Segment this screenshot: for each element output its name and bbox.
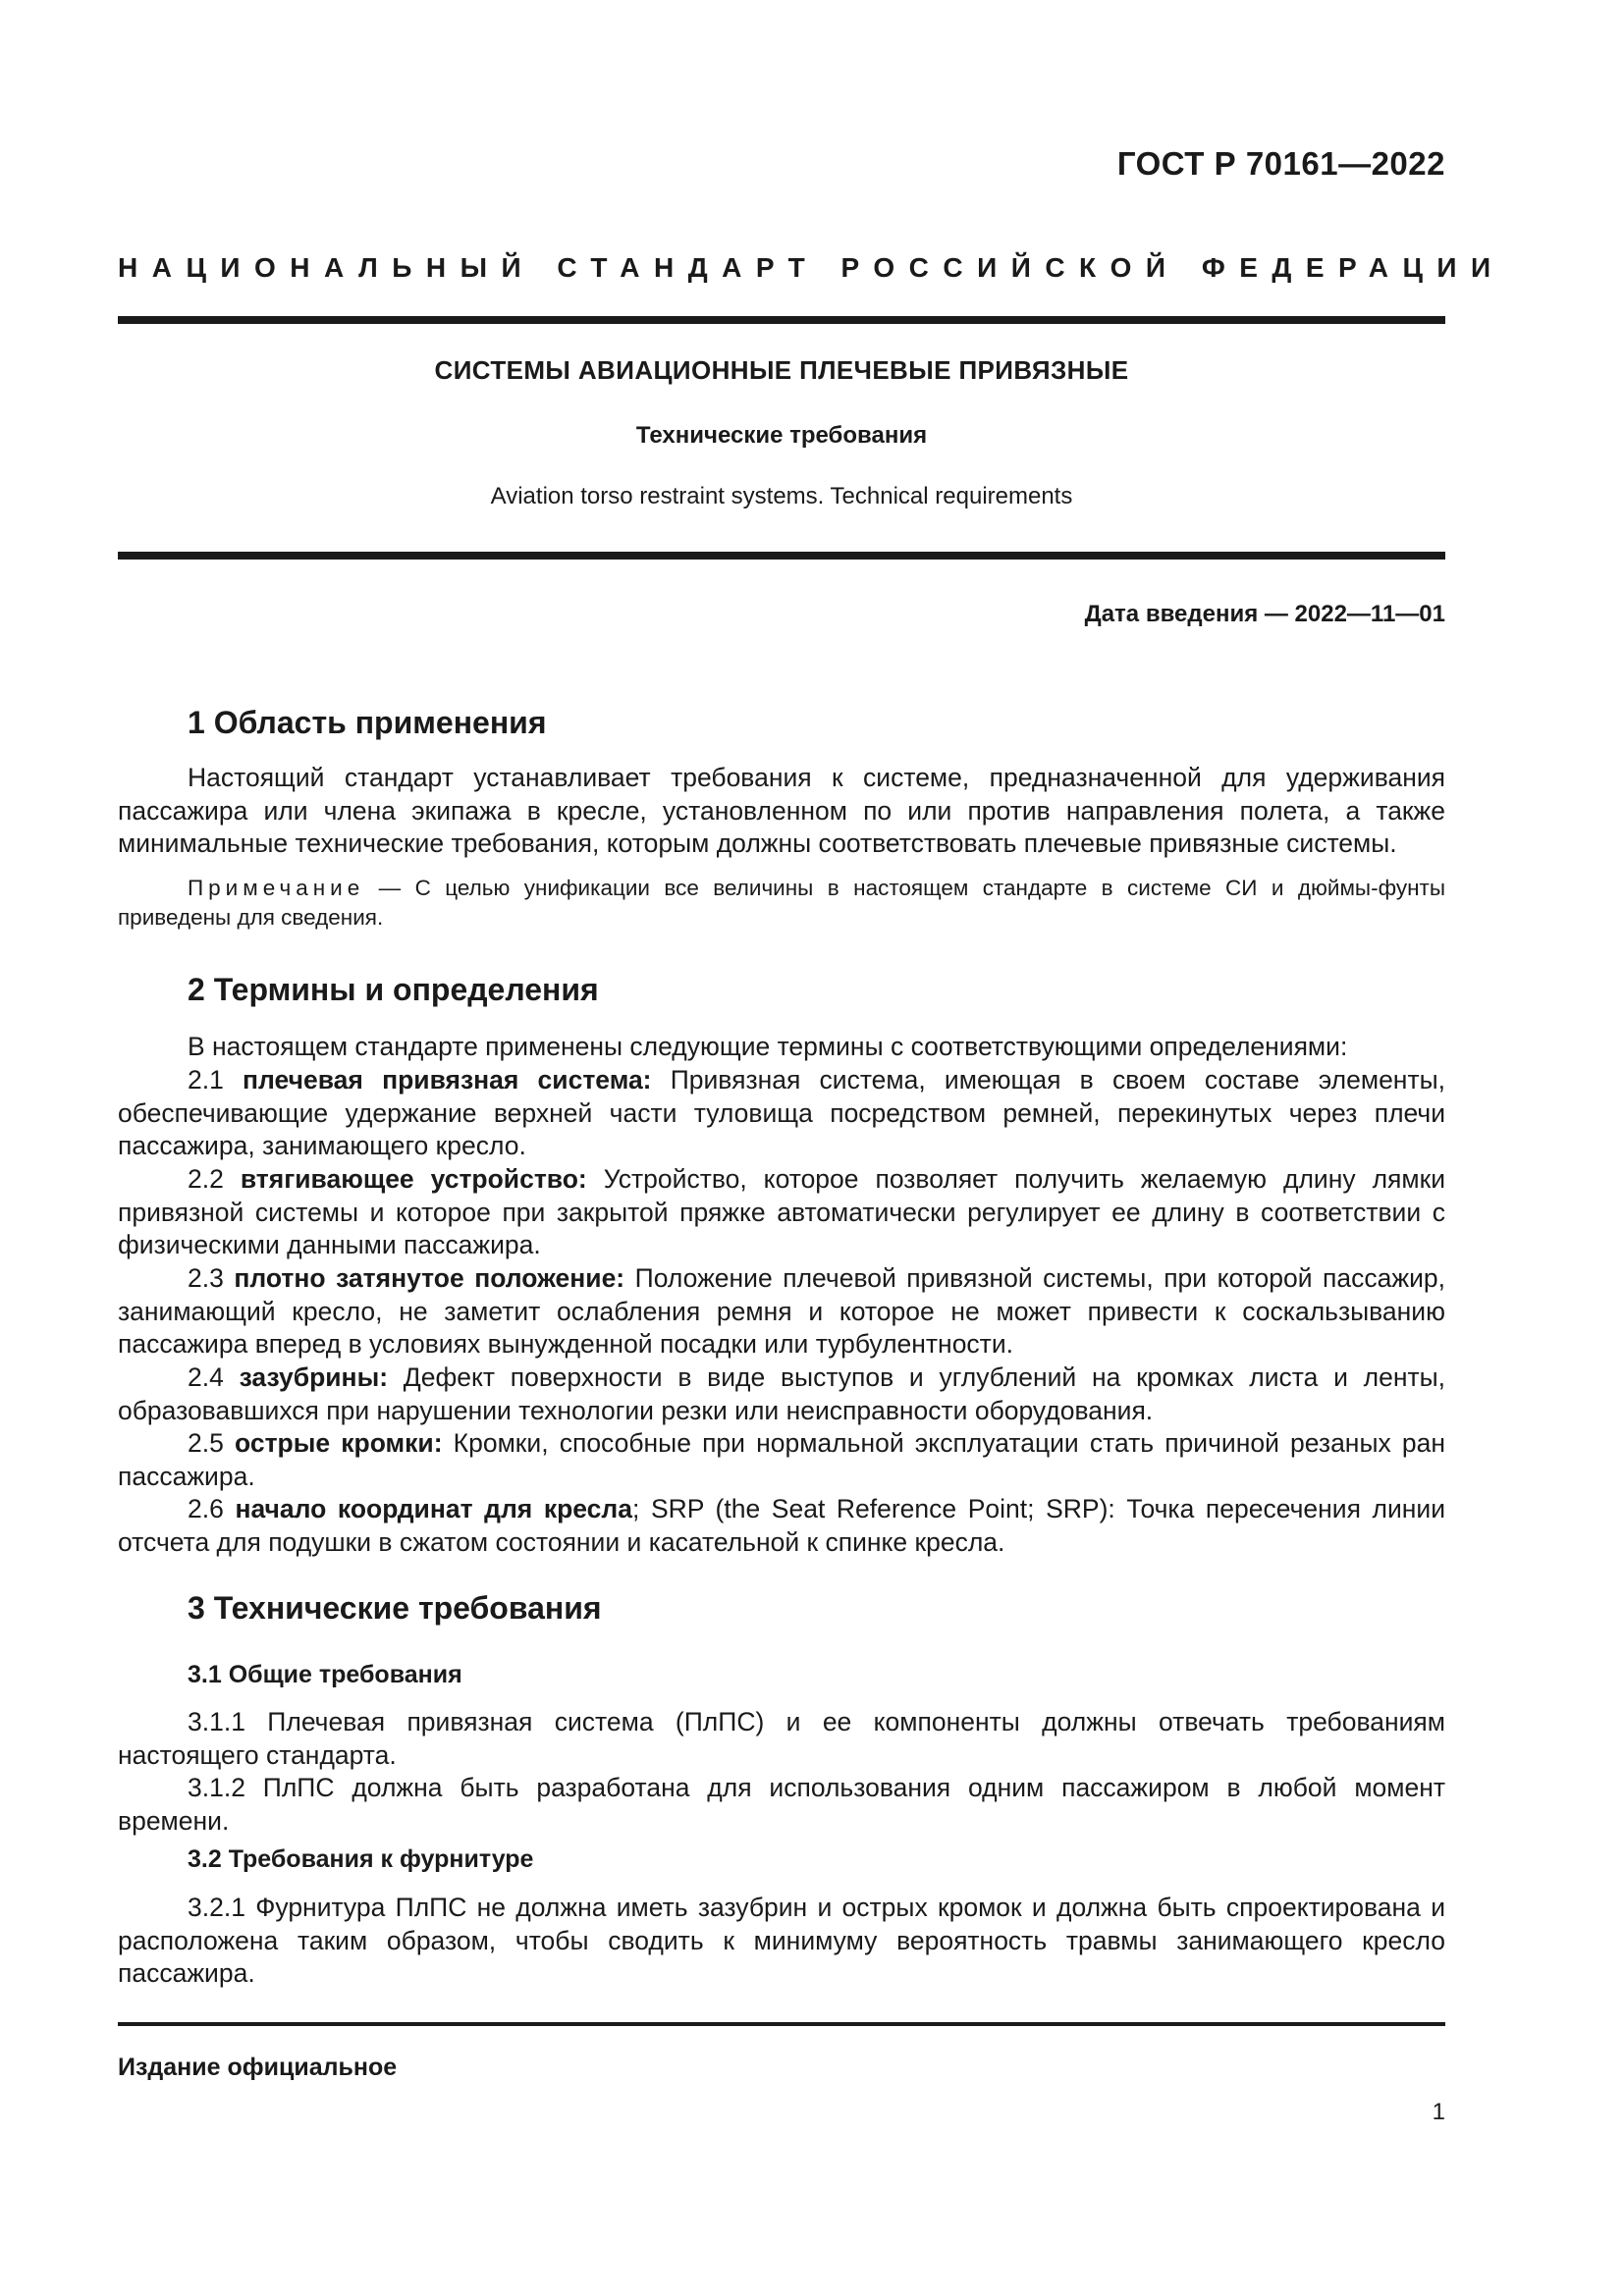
section-3-heading: 3 Технические требования (188, 1590, 602, 1626)
section-1-heading: 1 Область применения (188, 705, 547, 740)
clause-3-1-2: 3.1.2 ПлПС должна быть разработана для использования одним пассажиром в любой момент времени. (118, 1773, 1445, 1836)
term-definition: Положение плечевой привязной системы, при которой пассажир, занимающий кресло, не заметит ослабления ремня и которое не может привести к соскальзыванию пассажира вперед в условиях вынужденной посадки или турбулентности. (118, 1263, 1446, 1359)
term-number: 2.5 (188, 1428, 235, 1458)
term-2-6 (118, 1493, 1445, 1559)
subsection-3-1-heading: 3.1 Общие требования (188, 1661, 462, 1688)
term-2-4 (118, 1362, 1445, 1427)
document-subtitle: Технические требования (635, 422, 928, 449)
standard-number: ГОСТ Р 70161—2022 (1116, 145, 1445, 182)
term-definition: Привязная система, имеющая в своем составе элементы, обеспечивающие удержание верхней части туловища посредством ремней, перекинутых через плечи пассажира, занимающего кресло. (118, 1065, 1445, 1160)
term-2-1 (118, 1064, 1445, 1163)
term-number: 2.2 (188, 1164, 241, 1194)
term-name: зазубрины: (239, 1362, 389, 1392)
term-definition: Дефект поверхности в виде выступов и углублений на кромках листа и ленты, образовавшихся при нарушении технологии резки или неисправности оборудования. (118, 1362, 1446, 1425)
document-title: СИСТЕМЫ АВИАЦИОННЫЕ ПЛЕЧЕВЫЕ ПРИВЯЗНЫЕ (434, 355, 1129, 385)
term-2-2 (118, 1163, 1445, 1262)
page-number: 1 (1432, 2099, 1445, 2125)
section-1-note (118, 874, 1445, 933)
section-2-heading: 2 Термины и определения (188, 972, 599, 1007)
term-name: плотно затянутое положение: (234, 1263, 625, 1293)
header-rule-top (118, 316, 1445, 324)
subsection-3-2-heading: 3.2 Требования к фурнитуре (188, 1845, 534, 1873)
national-standard-banner: НАЦИОНАЛЬНЫЙ СТАНДАРТ РОССИЙСКОЙ ФЕДЕРАЦИИ (118, 252, 1505, 283)
header-rule-bottom (118, 552, 1445, 560)
clause-3-2-1: 3.2.1 Фурнитура ПлПС не должна иметь зазубрин и острых кромок и должна быть спроектирована и расположена таким образом, чтобы сводить к минимуму вероятность травмы занимающего кресло пассажира. (118, 1893, 1445, 1988)
edition-label: Издание официальное (118, 2054, 398, 2081)
clause-3-1-1: 3.1.1 Плечевая привязная система (ПлПС) и ее компоненты должны отвечать требованиям настоящего стандарта. (118, 1707, 1445, 1770)
term-number: 2.1 (188, 1065, 244, 1095)
term-name: плечевая привязная система: (243, 1065, 652, 1095)
term-definition: Кромки, способные при нормальной эксплуатации стать причиной резаных ран пассажира. (118, 1428, 1445, 1491)
term-2-3 (118, 1262, 1445, 1362)
note-text: — С целью унификации все величины в настоящем стандарте в системе СИ и дюймы-фунты приведены для сведения. (118, 876, 1445, 930)
note-label: Примечание (188, 876, 365, 900)
introduction-date: Дата введения — 2022—11—01 (1084, 601, 1445, 627)
term-name: втягивающее устройство: (240, 1164, 587, 1194)
section-2-intro: В настоящем стандарте применены следующие термины с соответствующими определениями: (188, 1032, 1348, 1061)
term-name: начало координат для кресла (235, 1494, 632, 1523)
document-title-en: Aviation torso restraint systems. Technical requirements (490, 483, 1073, 509)
term-number: 2.6 (188, 1494, 236, 1523)
term-number: 2.3 (188, 1263, 235, 1293)
term-definition: ; SRP (the Seat Reference Point; SRP): Точка пересечения линии отсчета для подушки в сжатом состоянии и касательной к спинке кресла. (118, 1494, 1446, 1557)
term-number: 2.4 (188, 1362, 240, 1392)
term-name: острые кромки: (235, 1428, 443, 1458)
term-definition: Устройство, которое позволяет получить желаемую длину лямки привязной системы и которое при закрытой пряжке автоматически регулирует ее длину в соответствии с физическими данными пассажира. (118, 1164, 1445, 1259)
term-2-5 (118, 1427, 1445, 1493)
footer-rule (118, 2022, 1445, 2026)
section-1-paragraph: Настоящий стандарт устанавливает требования к системе, предназначенной для удерживания пассажира или члена экипажа в кресле, установленном по или против направления полета, а также минимальные технические требования, которым должны соответствовать плечевые привязные системы. (118, 763, 1445, 858)
